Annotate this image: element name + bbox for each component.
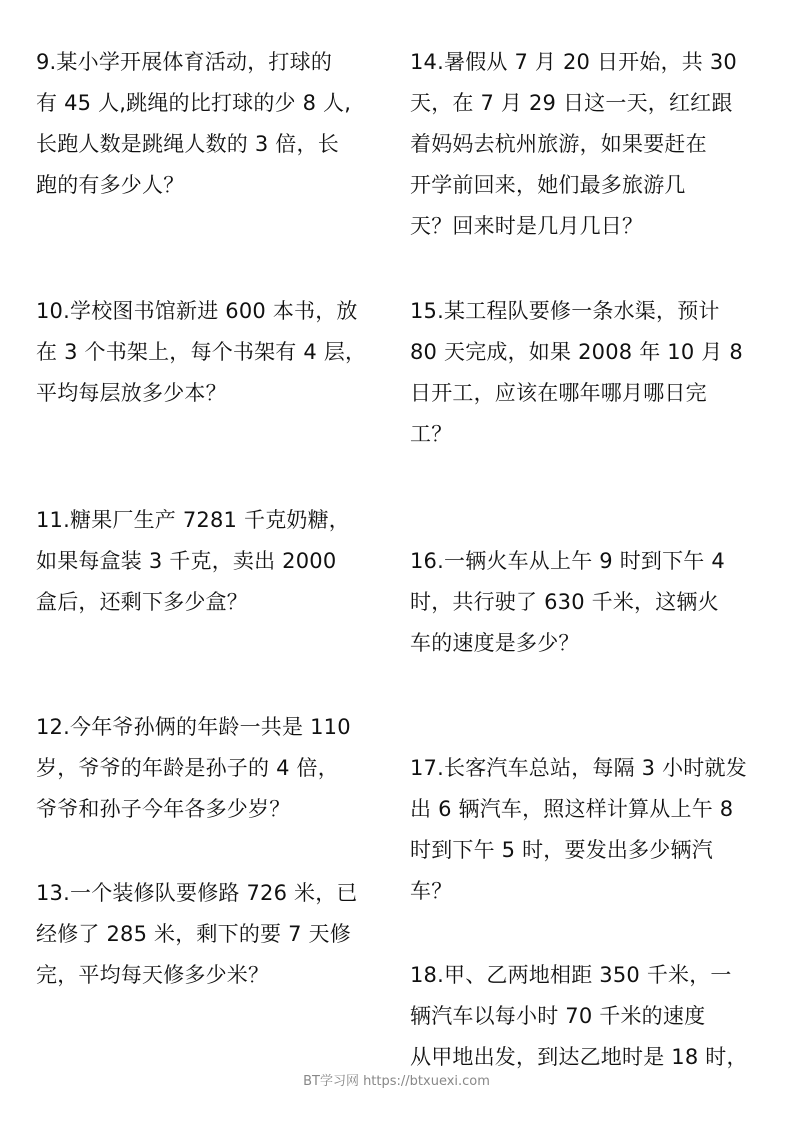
problem-line: 有 45 人,跳绳的比打球的少 8 人,	[36, 91, 352, 115]
problem-line: 盒后，还剩下多少盒？	[36, 590, 248, 614]
problem-9	[36, 42, 351, 206]
problem-line: 从甲地出发，到达乙地时是 18 时，	[410, 1045, 748, 1069]
problem-17	[410, 748, 747, 912]
problem-line: 爷爷和孙子今年各多少岁？	[36, 797, 291, 821]
problem-line: 17.长客汽车总站，每隔 3 小时就发	[410, 756, 747, 780]
problem-line: 出 6 辆汽车，照这样计算从上午 8	[410, 797, 734, 821]
problem-13	[36, 873, 358, 996]
problem-16	[410, 541, 725, 664]
problem-line: 岁，爷爷的年龄是孙子的 4 倍，	[36, 756, 339, 780]
problem-line: 16.一辆火车从上午 9 时到下午 4	[410, 549, 725, 573]
problem-12	[36, 707, 351, 830]
problem-line: 9.某小学开展体育活动，打球的	[36, 50, 333, 74]
problem-line: 13.一个装修队要修路 726 米，已	[36, 881, 358, 905]
problem-line: 时到下午 5 时，要发出多少辆汽	[410, 838, 713, 862]
problem-18	[410, 955, 748, 1078]
problem-line: 着妈妈去杭州旅游，如果要赶在	[410, 132, 707, 156]
problem-10	[36, 291, 366, 414]
problem-line: 在 3 个书架上，每个书架有 4 层，	[36, 340, 367, 364]
problem-15	[410, 291, 743, 455]
problem-line: 10.学校图书馆新进 600 本书，放	[36, 299, 358, 323]
problem-line: 开学前回来，她们最多旅游几	[410, 173, 686, 197]
problem-14	[410, 42, 737, 247]
problem-line: 经修了 285 米，剩下的要 7 天修	[36, 922, 351, 946]
problem-line: 辆汽车以每小时 70 千米的速度	[410, 1004, 706, 1028]
problem-line: 平均每层放多少本？	[36, 381, 227, 405]
problem-line: 跑的有多少人？	[36, 173, 185, 197]
problem-line: 车？	[410, 879, 453, 903]
problem-line: 天，在 7 月 29 日这一天，红红跟	[410, 91, 733, 115]
problem-line: 车的速度是多少？	[410, 631, 580, 655]
problem-line: 80 天完成，如果 2008 年 10 月 8	[410, 340, 743, 364]
problem-line: 时，共行驶了 630 千米，这辆火	[410, 590, 719, 614]
problem-line: 如果每盒装 3 千克，卖出 2000	[36, 549, 337, 573]
problem-line: 15.某工程队要修一条水渠，预计	[410, 299, 720, 323]
footer-watermark: BT学习网 https://btxuexi.com	[303, 1074, 490, 1089]
problem-line: 完，平均每天修多少米？	[36, 963, 270, 987]
problem-line: 11.糖果厂生产 7281 千克奶糖，	[36, 508, 350, 532]
problem-line: 天？回来时是几月几日？	[410, 214, 644, 238]
problem-line: 14.暑假从 7 月 20 日开始，共 30	[410, 50, 737, 74]
problem-line: 日开工，应该在哪年哪月哪日完	[410, 381, 707, 405]
problem-11	[36, 500, 350, 623]
problem-line: 12.今年爷孙俩的年龄一共是 110	[36, 715, 351, 739]
problem-line: 工？	[410, 422, 453, 446]
problem-line: 长跑人数是跳绳人数的 3 倍，长	[36, 132, 339, 156]
problem-line: 18.甲、乙两地相距 350 千米，一	[410, 963, 732, 987]
